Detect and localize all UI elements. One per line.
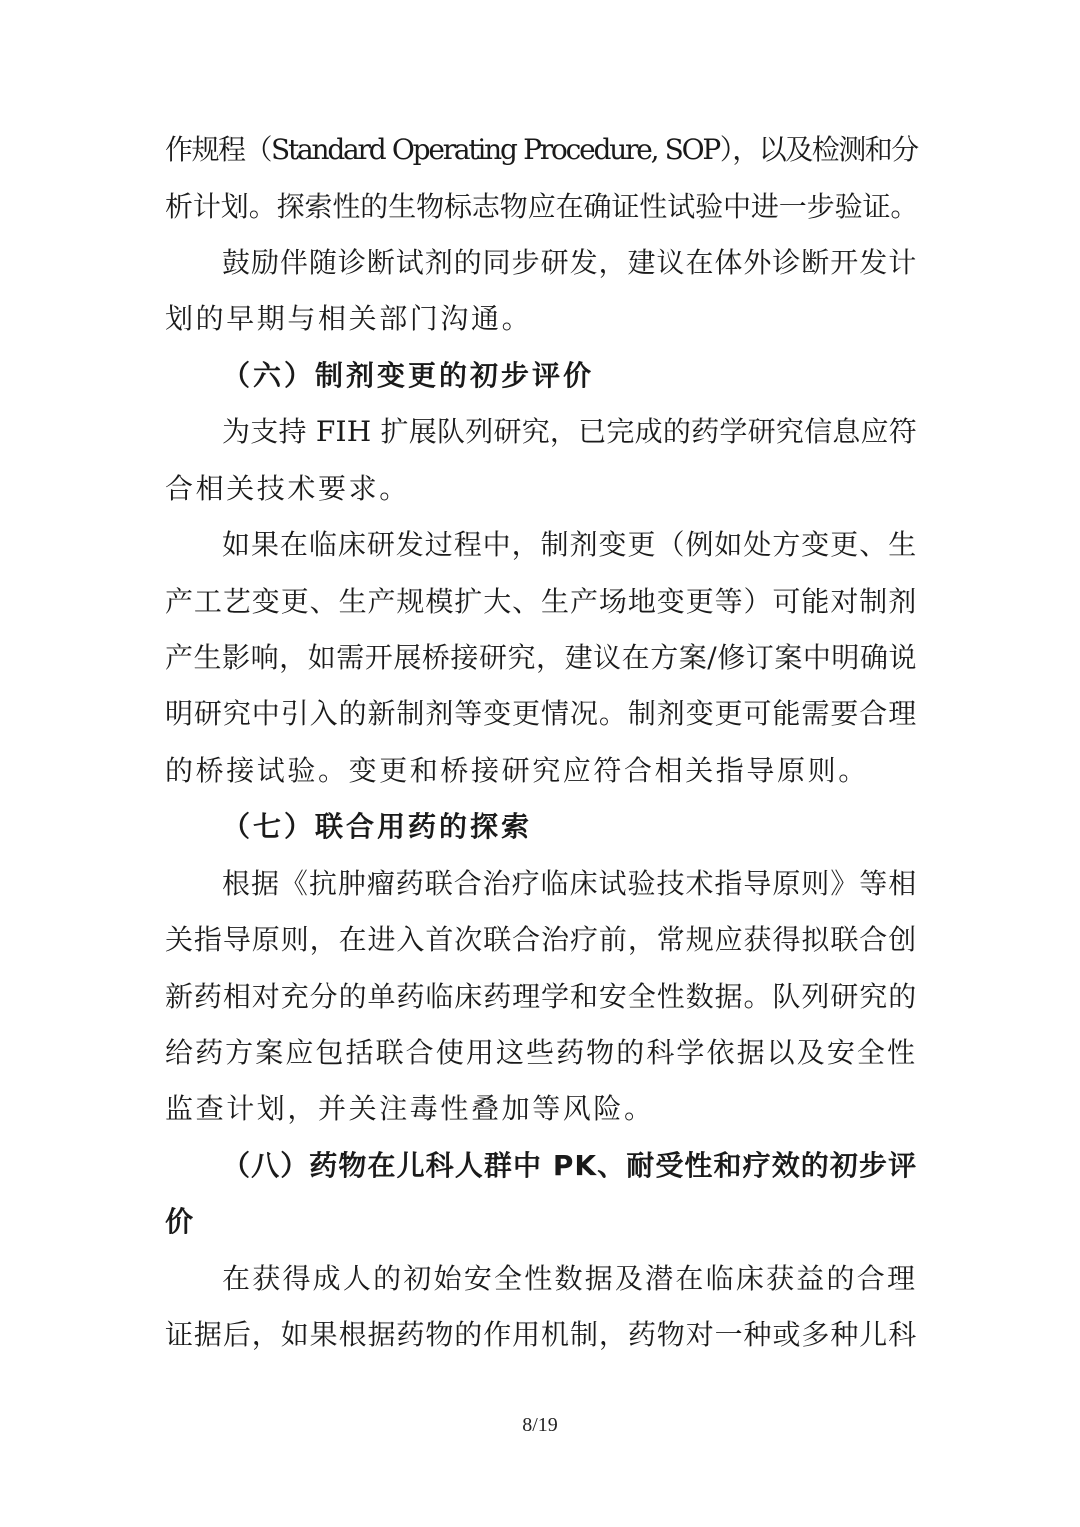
body-text-line: 产工艺变更、生产规模扩大、生产场地变更等）可能对制剂 <box>165 585 917 618</box>
body-text-line: 作规程（Standard Operating Procedure, SOP），以及检测和分 <box>165 133 917 166</box>
body-text-line: 关指导原则，在进入首次联合治疗前，常规应获得拟联合创 <box>165 923 917 956</box>
body-text-line: 为支持 FIH 扩展队列研究，已完成的药学研究信息应符 <box>222 415 917 448</box>
body-text-line: 监查计划，并关注毒性叠加等风险。 <box>165 1092 655 1125</box>
body-text-line: 如果在临床研发过程中，制剂变更（例如处方变更、生 <box>222 528 917 561</box>
body-text-line: 给药方案应包括联合使用这些药物的科学依据以及安全性 <box>165 1036 917 1069</box>
body-text-line: 在获得成人的初始安全性数据及潜在临床获益的合理 <box>222 1262 917 1295</box>
section-heading-7: （七）联合用药的探索 <box>222 810 533 843</box>
body-text-line: 析计划。探索性的生物标志物应在确证性试验中进一步验证。 <box>165 190 919 223</box>
body-text-line: 证据后，如果根据药物的作用机制，药物对一种或多种儿科 <box>165 1318 917 1351</box>
body-text-line: 新药相对充分的单药临床药理学和安全性数据。队列研究的 <box>165 980 917 1013</box>
body-text-line: 划的早期与相关部门沟通。 <box>165 302 533 335</box>
section-heading-6: （六）制剂变更的初步评价 <box>222 359 595 392</box>
body-text-line: 的桥接试验。变更和桥接研究应符合相关指导原则。 <box>165 754 869 787</box>
body-text-line: 根据《抗肿瘤药联合治疗临床试验技术指导原则》等相 <box>222 867 917 900</box>
section-heading-8-continued: 价 <box>165 1205 197 1238</box>
section-heading-8: （八）药物在儿科人群中 PK、耐受性和疗效的初步评 <box>222 1149 917 1182</box>
page-number: 8/19 <box>522 1414 558 1436</box>
body-text-line: 明研究中引入的新制剂等变更情况。制剂变更可能需要合理 <box>165 697 917 730</box>
body-text-line: 产生影响，如需开展桥接研究，建议在方案/修订案中明确说 <box>165 641 917 674</box>
body-text-line: 合相关技术要求。 <box>165 472 410 505</box>
body-text-line: 鼓励伴随诊断试剂的同步研发，建议在体外诊断开发计 <box>222 246 917 279</box>
